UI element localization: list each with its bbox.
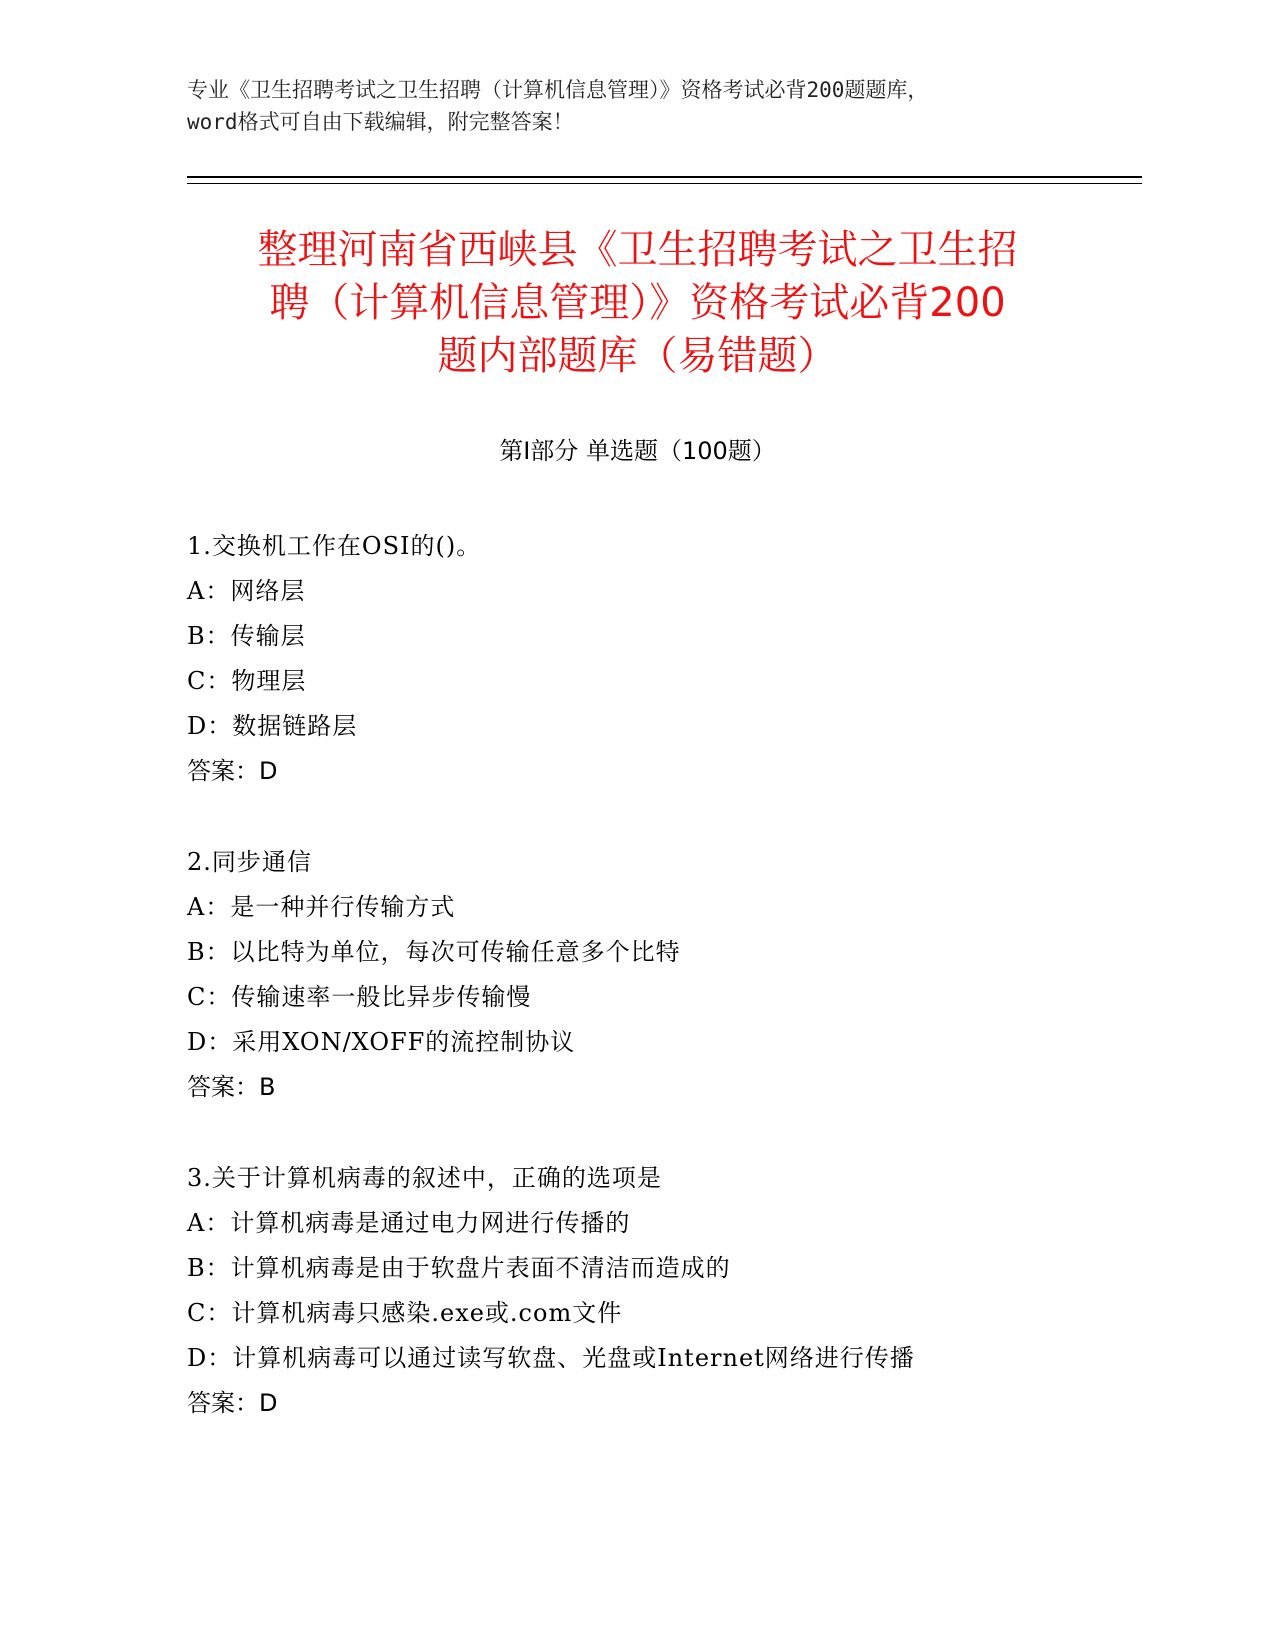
section-heading: 第Ⅰ部分 单选题（100题） bbox=[499, 437, 776, 465]
question-item bbox=[187, 840, 1147, 1110]
question-option-d: D：采用XON/XOFF的流控制协议 bbox=[187, 1028, 576, 1056]
header-divider-thin bbox=[187, 183, 1142, 184]
question-answer: 答案：B bbox=[187, 1073, 276, 1101]
question-answer: 答案：D bbox=[187, 757, 278, 785]
question-item bbox=[187, 524, 1147, 794]
question-option-c: C：传输速率一般比异步传输慢 bbox=[187, 983, 532, 1011]
document-title-line-1: 整理河南省西峡县《卫生招聘考试之卫生招 bbox=[257, 227, 1018, 273]
question-option-d: D：数据链路层 bbox=[187, 712, 358, 740]
question-option-a: A：计算机病毒是通过电力网进行传播的 bbox=[187, 1209, 631, 1237]
document-title-line-3: 题内部题库（易错题） bbox=[437, 333, 838, 379]
question-list bbox=[187, 524, 1147, 1472]
document-title bbox=[150, 224, 1125, 383]
question-option-a: A：是一种并行传输方式 bbox=[187, 893, 456, 921]
question-option-b: B：计算机病毒是由于软盘片表面不清洁而造成的 bbox=[187, 1254, 731, 1282]
question-stem: 1.交换机工作在OSI的()。 bbox=[187, 532, 482, 560]
question-option-b: B：以比特为单位，每次可传输任意多个比特 bbox=[187, 938, 681, 966]
question-option-c: C：计算机病毒只感染.exe或.com文件 bbox=[187, 1299, 623, 1327]
question-option-a: A：网络层 bbox=[187, 577, 306, 605]
header-divider-thick bbox=[187, 176, 1142, 178]
question-option-d: D：计算机病毒可以通过读写软盘、光盘或Internet网络进行传播 bbox=[187, 1344, 915, 1372]
question-answer: 答案：D bbox=[187, 1389, 278, 1417]
document-title-line-2: 聘（计算机信息管理）》资格考试必背200 bbox=[269, 280, 1006, 326]
question-stem: 2.同步通信 bbox=[187, 848, 312, 876]
question-item bbox=[187, 1156, 1147, 1426]
document-header-note bbox=[187, 74, 1087, 138]
header-note-line-2: word格式可自由下载编辑，附完整答案！ bbox=[187, 110, 574, 134]
header-note-line-1: 专业《卫生招聘考试之卫生招聘（计算机信息管理）》资格考试必背200题题库， bbox=[187, 78, 929, 102]
question-option-c: C：物理层 bbox=[187, 667, 307, 695]
question-stem: 3.关于计算机病毒的叙述中，正确的选项是 bbox=[187, 1164, 662, 1192]
question-option-b: B：传输层 bbox=[187, 622, 306, 650]
